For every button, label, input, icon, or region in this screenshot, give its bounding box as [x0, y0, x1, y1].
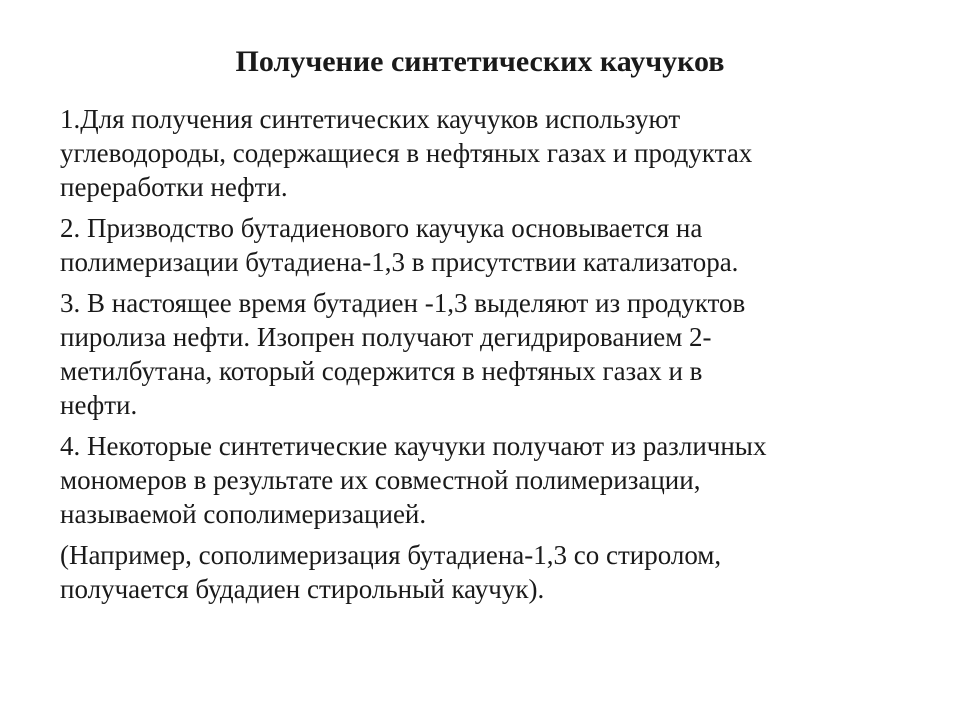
paragraph-2 [60, 211, 920, 279]
paragraph-3 [60, 286, 920, 422]
paragraph-line: нефти. [60, 390, 138, 420]
paragraph-line: 3. В настоящее время бутадиен -1,3 выделяют из продуктов [60, 288, 746, 318]
paragraph-line: мономеров в результате их совместной полимеризации, [60, 465, 701, 495]
paragraph-line: получается будадиен стирольный каучук). [60, 574, 545, 604]
slide-title: Получение синтетических каучуков [235, 45, 725, 78]
paragraph-line: пиролиза нефти. Изопрен получают дегидрированием 2- [60, 322, 712, 352]
paragraph-line: метилбутана, который содержится в нефтяных газах и в [60, 356, 703, 386]
paragraph-line: полимеризации бутадиена-1,3 в присутствии катализатора. [60, 247, 739, 277]
paragraph-5 [60, 538, 920, 606]
paragraph-line: 2. Призводство бутадиенового каучука основывается на [60, 213, 703, 243]
paragraph-4 [60, 429, 920, 531]
paragraph-line: углеводороды, содержащиеся в нефтяных газах и продуктах [60, 138, 753, 168]
paragraph-line: 4. Некоторые синтетические каучуки получают из различных [60, 431, 767, 461]
paragraph-line: называемой сополимеризацией. [60, 499, 427, 529]
slide-body [60, 102, 920, 613]
paragraph-line: переработки нефти. [60, 172, 288, 202]
paragraph-1 [60, 102, 920, 204]
paragraph-line: (Например, сополимеризация бутадиена-1,3 со стиролом, [60, 540, 722, 570]
paragraph-line: 1.Для получения синтетических каучуков используют [60, 104, 681, 134]
